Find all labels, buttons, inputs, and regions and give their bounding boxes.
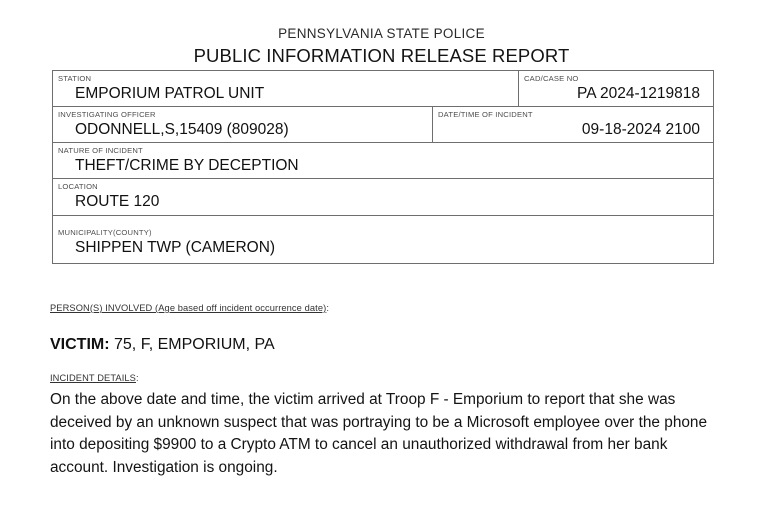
field-label: STATION [58,74,92,83]
field-value: SHIPPEN TWP (CAMERON) [75,239,276,256]
incident-details-heading-colon: : [135,373,139,383]
field-investigating-officer [53,107,433,142]
incident-info-table [52,70,714,264]
field-station [53,71,519,106]
agency-name: PENNSYLVANIA STATE POLICE [278,26,485,41]
field-date-time-of-incident [433,107,712,142]
table-row [53,71,713,107]
field-value: PA 2024-1219818 [577,85,700,102]
persons-involved-heading-colon: : [326,303,330,313]
field-label: CAD/CASE NO [524,74,579,83]
field-value: THEFT/CRIME BY DECEPTION [75,157,299,174]
table-row [53,179,713,216]
table-row [53,216,713,263]
document-header [0,26,763,68]
table-row [53,107,713,143]
incident-narrative: On the above date and time, the victim arrived at Troop F - Emporium to report that she was deceived by an unknown suspect that was portraying to be a Microsoft employee over the phone into depositing $9900 to a Crypto ATM to cancel an unauthorized withdrawal from her bank account. Investigation is ongoing. [50,391,708,476]
field-location [53,179,712,215]
field-label: LOCATION [58,182,98,191]
field-value: ODONNELL,S,15409 (809028) [75,121,289,138]
victim-entry [50,335,275,355]
page-title: PUBLIC INFORMATION RELEASE REPORT [193,45,570,66]
field-label: DATE/TIME OF INCIDENT [438,110,533,119]
incident-details-heading-text: INCIDENT DETAILS [50,373,136,383]
field-municipality-county [53,216,712,263]
field-cad-case-no [519,71,712,106]
victim-label: VICTIM: [50,336,110,353]
victim-details: 75, F, EMPORIUM, PA [114,336,275,353]
field-value: EMPORIUM PATROL UNIT [75,85,265,102]
field-label: NATURE OF INCIDENT [58,146,143,155]
field-value: 09-18-2024 2100 [581,121,700,138]
field-nature-of-incident [53,143,712,178]
persons-involved-heading-text: PERSON(S) INVOLVED (Age based off incident occurrence date) [50,303,327,313]
field-value: ROUTE 120 [75,193,160,210]
table-row [53,143,713,179]
field-label: MUNICIPALITY(COUNTY) [58,228,152,237]
field-label: INVESTIGATING OFFICER [58,110,156,119]
incident-details-heading [50,373,139,383]
persons-involved-heading [50,303,329,313]
